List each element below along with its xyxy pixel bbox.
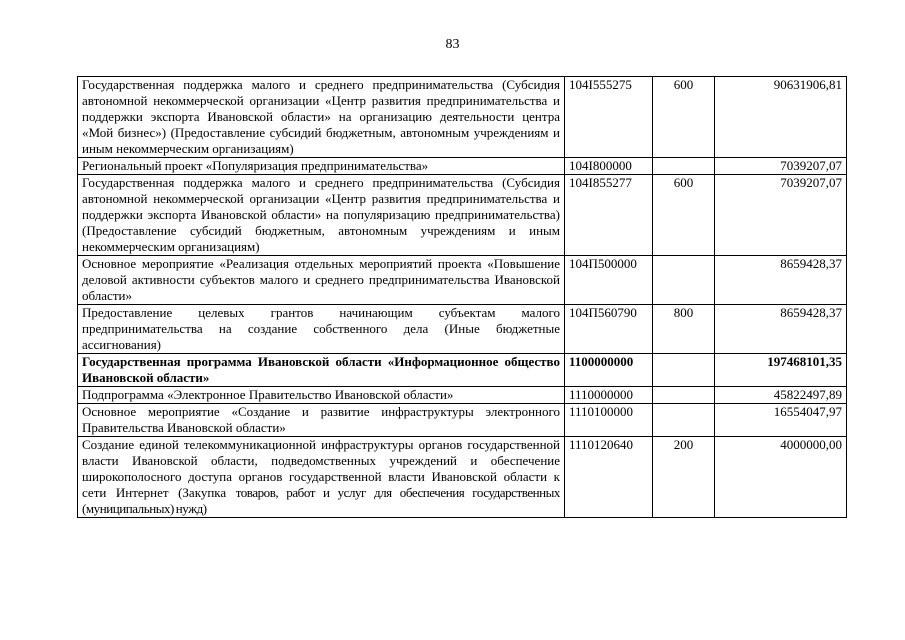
row-expense-type: 600: [653, 175, 715, 256]
row-code: 1110120640: [565, 437, 653, 518]
row-expense-type: [653, 354, 715, 387]
row-code: 104П500000: [565, 256, 653, 305]
table-row: [78, 404, 847, 437]
row-sum: 8659428,37: [715, 256, 847, 305]
row-expense-type: [653, 404, 715, 437]
row-name: Государственная программа Ивановской области «Информационное общество Ивановской области»: [78, 354, 565, 387]
row-code: 104I800000: [565, 158, 653, 175]
row-name-main: Создание единой телекоммуникационной инфраструктуры органов государственной власти Ивановской области, подведомственных учреждений и обеспечение широкополосного доступа органов государственной власти Ивановской области к сети Интернет (Закупка: [82, 437, 560, 500]
row-expense-type: [653, 387, 715, 404]
table-row: [78, 437, 847, 518]
budget-table: [77, 76, 847, 518]
row-sum: 45822497,89: [715, 387, 847, 404]
table-row: [78, 354, 847, 387]
row-name: Подпрограмма «Электронное Правительство Ивановской области»: [78, 387, 565, 404]
row-expense-type: 600: [653, 77, 715, 158]
row-name: Государственная поддержка малого и среднего предпринимательства (Субсидия автономной некоммерческой организации «Центр развития предпринимательства и поддержки экспорта Ивановской области» на организацию деятельности центра «Мой бизнес») (Предоставление субсидий бюджетным, автономным учреждениям и иным некоммерческим организациям): [78, 77, 565, 158]
row-code: 1110000000: [565, 387, 653, 404]
row-name-tail: товаров, работ и услуг для обеспечения государственных (муниципальных) нужд): [82, 485, 560, 516]
row-name: Государственная поддержка малого и среднего предпринимательства (Субсидия автономной некоммерческой организации «Центр развития предпринимательства и поддержки экспорта Ивановской области» на популяризацию предпринимательства) (Предоставление субсидий бюджетным, автономным учреждениям и иным некоммерческим организациям): [78, 175, 565, 256]
row-sum: 7039207,07: [715, 158, 847, 175]
row-name: Предоставление целевых грантов начинающим субъектам малого предпринимательства на создание собственного дела (Иные бюджетные ассигнования): [78, 305, 565, 354]
row-sum: 4000000,00: [715, 437, 847, 518]
table-row: [78, 175, 847, 256]
row-expense-type: 800: [653, 305, 715, 354]
row-code: 1100000000: [565, 354, 653, 387]
page-number: 83: [445, 37, 460, 52]
table-row: [78, 256, 847, 305]
row-name: [78, 437, 565, 518]
row-code: 1110100000: [565, 404, 653, 437]
table-row: [78, 305, 847, 354]
row-sum: 197468101,35: [715, 354, 847, 387]
row-expense-type: [653, 158, 715, 175]
row-expense-type: [653, 256, 715, 305]
row-sum: 8659428,37: [715, 305, 847, 354]
row-name: Основное мероприятие «Создание и развитие инфраструктуры электронного Правительства Ивановской области»: [78, 404, 565, 437]
row-code: 104П560790: [565, 305, 653, 354]
row-code: 104I855277: [565, 175, 653, 256]
table-row: [78, 158, 847, 175]
row-expense-type: 200: [653, 437, 715, 518]
row-sum: 7039207,07: [715, 175, 847, 256]
row-name: Основное мероприятие «Реализация отдельных мероприятий проекта «Повышение деловой активности субъектов малого и среднего предпринимательства Ивановской области»: [78, 256, 565, 305]
row-sum: 90631906,81: [715, 77, 847, 158]
row-sum: 16554047,97: [715, 404, 847, 437]
table-row: [78, 77, 847, 158]
row-name: Региональный проект «Популяризация предпринимательства»: [78, 158, 565, 175]
row-code: 104I555275: [565, 77, 653, 158]
table-row: [78, 387, 847, 404]
